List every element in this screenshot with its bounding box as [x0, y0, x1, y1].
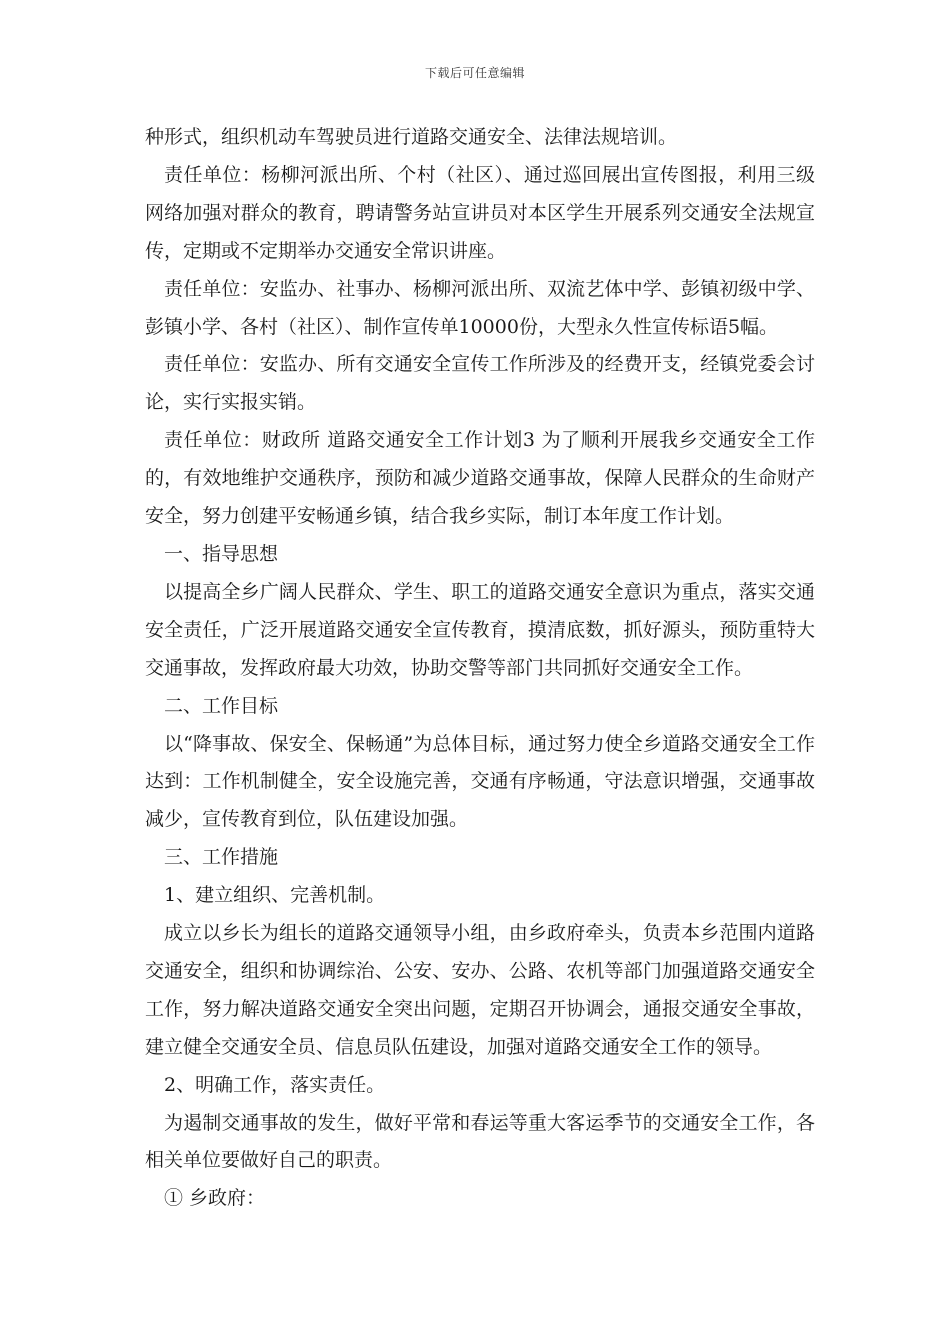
subsection-heading: 2、明确工作，落实责任。: [164, 1073, 386, 1096]
paragraph: 为遏制交通事故的发生，做好平常和春运等重大客运季节的交通安全工作，各相关单位要做好自己的职责。: [145, 1111, 815, 1172]
paragraph: 责任单位：财政所 道路交通安全工作计划3 为了顺利开展我乡交通安全工作的，有效地维护交通秩序，预防和减少道路交通事故，保障人民群众的生命财产安全，努力创建平安畅通乡镇，结合我乡实际，制订本年度工作计划。: [145, 429, 815, 528]
list-item-heading: ① 乡政府：: [164, 1187, 266, 1210]
section-heading: 三、工作措施: [164, 846, 279, 869]
paragraph: 种形式，组织机动车驾驶员进行道路交通安全、法律法规培训。: [145, 126, 678, 148]
page-header: 下载后可任意编辑: [424, 66, 525, 80]
paragraph: 成立以乡长为组长的道路交通领导小组，由乡政府牵头，负责本乡范围内道路交通安全，组织和协调综治、公安、安办、公路、农机等部门加强道路交通安全工作，努力解决道路交通安全突出问题，定期召开协调会，通报交通安全事故，建立健全交通安全员、信息员队伍建设，加强对道路交通安全工作的领导。: [145, 922, 815, 1058]
document-body: [145, 119, 815, 1218]
paragraph: 责任单位：安监办、所有交通安全宣传工作所涉及的经费开支，经镇党委会讨论，实行实报实销。: [145, 353, 815, 414]
section-heading: 二、工作目标: [164, 694, 279, 717]
paragraph: 以提高全乡广阔人民群众、学生、职工的道路交通安全意识为重点，落实交通安全责任，广泛开展道路交通安全宣传教育，摸清底数，抓好源头，预防重特大交通事故，发挥政府最大功效，协助交警等部门共同抓好交通安全工作。: [145, 580, 815, 679]
paragraph: 以“降事故、保安全、保畅通”为总体目标，通过努力使全乡道路交通安全工作达到：工作机制健全，安全设施完善，交通有序畅通，守法意识增强，交通事故减少，宣传教育到位，队伍建设加强。: [145, 732, 815, 831]
paragraph: 责任单位：安监办、社事办、杨柳河派出所、双流艺体中学、彭镇初级中学、彭镇小学、各村（社区）、制作宣传单10000份，大型永久性宣传标语5幅。: [145, 277, 815, 338]
subsection-heading: 1、建立组织、完善机制。: [164, 884, 386, 907]
paragraph: 责任单位：杨柳河派出所、个村（社区）、通过巡回展出宣传图报，利用三级网络加强对群众的教育，聘请警务站宣讲员对本区学生开展系列交通安全法规宣传，定期或不定期举办交通安全常识讲座。: [145, 163, 815, 262]
section-heading: 一、指导思想: [164, 542, 279, 565]
